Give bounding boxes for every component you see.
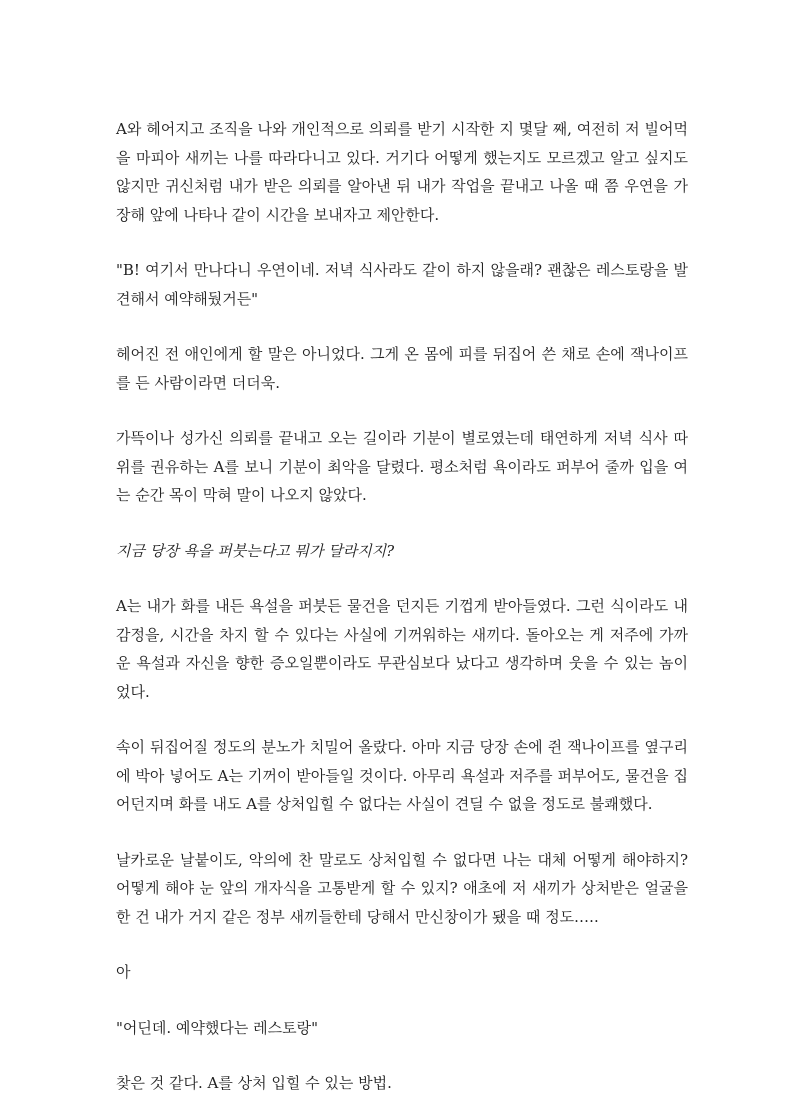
- paragraph: "B! 여기서 만나다니 우연이네. 저녁 식사라도 같이 하지 않을래? 괜찮은 레스토랑을 발견해서 예약해뒀거든": [116, 261, 688, 308]
- italic-paragraph: 지금 당장 욕을 퍼붓는다고 뭐가 달라지지?: [116, 541, 395, 560]
- paragraph: 헤어진 전 애인에게 할 말은 아니었다. 그게 온 몸에 피를 뒤집어 쓴 채로 손에 잭나이프를 든 사람이라면 더더욱.: [116, 345, 688, 392]
- paragraph: 가뜩이나 성가신 의뢰를 끝내고 오는 길이라 기분이 별로였는데 태연하게 저녁 식사 따위를 권유하는 A를 보니 기분이 최악을 달렸다. 평소처럼 욕이라도 퍼부어 줄까 입을 여는 순간 목이 막혀 말이 나오지 않았다.: [116, 429, 688, 504]
- paragraph: A는 내가 화를 내든 욕설을 퍼붓든 물건을 던지든 기껍게 받아들였다. 그런 식이라도 내 감정을, 시간을 차지 할 수 있다는 사실에 기꺼워하는 새끼다. 돌아오는 게 저주에 가까운 욕설과 자신을 향한 증오일뿐이라도 무관심보다 났다고 생각하며 웃을 수 있는 놈이었다.: [116, 597, 688, 701]
- paragraph: "어딘데. 예약했다는 레스토랑": [116, 1018, 318, 1037]
- paragraph: 찾은 것 같다. A를 상처 입힐 수 있는 방법.: [116, 1074, 392, 1092]
- paragraph: A와 헤어지고 조직을 나와 개인적으로 의뢰를 받기 시작한 지 몇달 째, 여전히 저 빌어먹을 마피아 새끼는 나를 따라다니고 있다. 거기다 어떻게 했는지도 모르겠고 알고 싶지도 않지만 귀신처럼 내가 받은 의뢰를 알아낸 뒤 내가 작업을 끝내고 나올 때 쯤 우연을 가장해 앞에 나타나 같이 시간을 보내자고 제안한다.: [116, 120, 688, 224]
- paragraph: 속이 뒤집어질 정도의 분노가 치밀어 올랐다. 아마 지금 당장 손에 쥔 잭나이프를 옆구리에 박아 넣어도 A는 기꺼이 받아들일 것이다. 아무리 욕설과 저주를 퍼부어도, 물건을 집어던지며 화를 내도 A를 상처입힐 수 없다는 사실이 견딜 수 없을 정도로 불쾌했다.: [116, 738, 688, 813]
- paragraph: 아: [116, 963, 131, 981]
- paragraph: 날카로운 날붙이도, 악의에 찬 말로도 상처입힐 수 없다면 나는 대체 어떻게 해야하지? 어떻게 해야 눈 앞의 개자식을 고통받게 할 수 있지? 애초에 저 새끼가 상처받은 얼굴을 한 건 내가 거지 같은 정부 새끼들한테 당해서 만신창이가 됐을 때 정도.….: [116, 850, 688, 926]
